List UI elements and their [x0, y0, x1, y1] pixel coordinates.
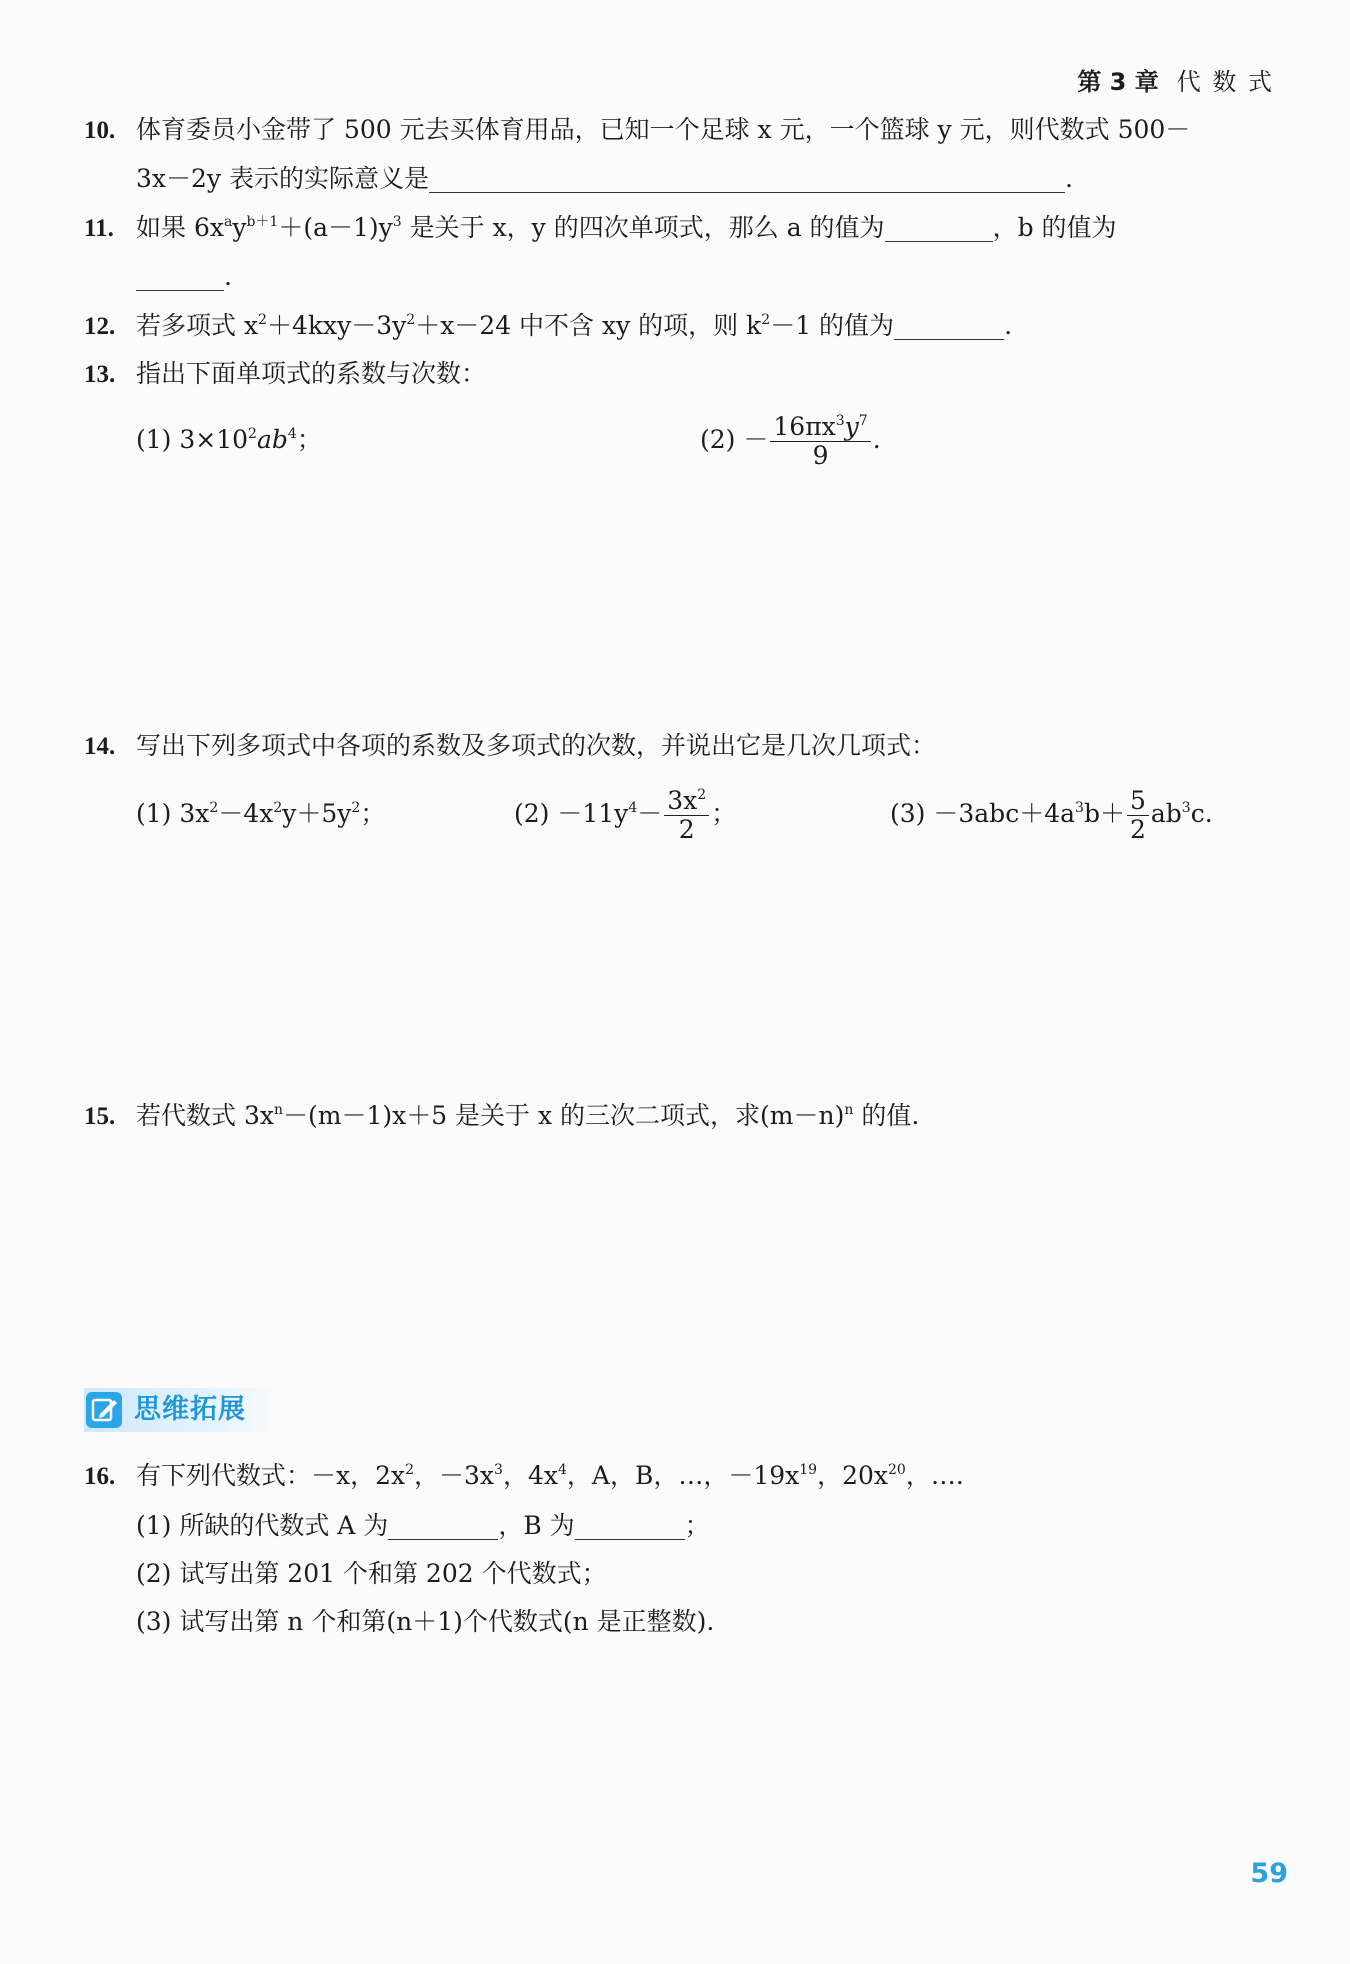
fraction [770, 413, 870, 470]
denominator: 9 [812, 441, 829, 470]
expression: －4x [218, 799, 274, 828]
question-text: 有下列代数式：－x，2x [136, 1461, 406, 1490]
question-14 [84, 722, 1274, 771]
exponent: 2 [273, 800, 283, 816]
question-text: 若多项式 x [136, 311, 259, 340]
exponent: b＋1 [246, 214, 279, 230]
punctuation: ； [296, 425, 322, 454]
punctuation: ； [684, 1511, 710, 1540]
question-13 [84, 350, 1274, 399]
q14-part-2 [514, 778, 736, 850]
part-label: (3) [890, 799, 926, 828]
answer-blank[interactable] [894, 313, 1004, 340]
q14-part-1 [136, 790, 385, 838]
question-text: ＋(a－1)y [278, 213, 393, 242]
expression: 3x [179, 799, 210, 828]
question-text-line2: 3x－2y 表示的实际意义是 [136, 164, 429, 193]
punctuation: ； [360, 799, 386, 828]
q16-part-1 [136, 1502, 714, 1550]
question-text: ，20x [817, 1461, 888, 1490]
exponent: 2 [258, 312, 267, 328]
question-text: ，…. [905, 1461, 964, 1490]
question-text: 是关于 x，y 的四次单项式，那么 a 的值为 [401, 213, 885, 242]
period: . [224, 262, 232, 291]
exponent: 20 [888, 1462, 906, 1478]
part-label: (2) [700, 425, 736, 454]
exponent: 2 [406, 312, 416, 328]
part-label: (2) [514, 799, 550, 828]
question-text: －1 的值为 [770, 311, 895, 340]
question-text: －(m－1)x＋5 是关于 x 的三次二项式，求(m－n) [282, 1101, 845, 1130]
question-text: ，4x [502, 1461, 558, 1490]
answer-blank-b[interactable] [136, 264, 224, 291]
answer-blank-b[interactable] [575, 1513, 685, 1540]
question-number: 15. [84, 1103, 116, 1130]
exponent: 2 [697, 787, 707, 803]
question-text: ，b 的值为 [992, 213, 1117, 242]
period: . [872, 425, 881, 454]
expression: ab [256, 425, 288, 454]
fraction [1127, 787, 1149, 844]
question-text: 指出下面单项式的系数与次数： [136, 359, 487, 388]
exponent: 4 [557, 1462, 567, 1478]
expression: 3×10 [179, 425, 249, 454]
answer-blank-a[interactable] [388, 1513, 498, 1540]
minus-sign: － [743, 425, 769, 454]
question-number: 11. [84, 215, 114, 242]
exponent: 4 [628, 800, 638, 816]
page-number: 59 [1250, 1858, 1288, 1889]
question-10 [84, 106, 1274, 203]
chapter-header [1077, 62, 1274, 97]
question-number: 12. [84, 313, 116, 340]
part-text: ，B 为 [498, 1511, 575, 1540]
question-text: ，A，B，…，－19x [566, 1461, 800, 1490]
exponent: 2 [248, 426, 257, 442]
question-16 [84, 1452, 1274, 1501]
numerator-part: 3x [667, 786, 698, 815]
question-number: 13. [84, 361, 116, 388]
exponent: 2 [209, 800, 219, 816]
exponent: a [223, 214, 233, 230]
answer-blank-a[interactable] [885, 215, 993, 242]
expression: b＋ [1083, 799, 1125, 828]
part-label: (1) [136, 425, 172, 454]
q16-parts [136, 1502, 714, 1646]
pencil-note-icon [86, 1392, 122, 1428]
exponent: 2 [351, 800, 361, 816]
exponent: 3 [1181, 800, 1191, 816]
numerator: 5 [1127, 787, 1149, 816]
exponent: 7 [858, 413, 868, 429]
question-text: ＋x－24 中不含 xy 的项，则 k [415, 311, 762, 340]
question-text: ＋4kxy－3y [266, 311, 407, 340]
expression: －11y [557, 799, 629, 828]
question-text: ，－3x [414, 1461, 495, 1490]
expression: ab [1150, 799, 1182, 828]
numerator [770, 413, 870, 442]
period: . [1004, 311, 1013, 340]
denominator: 2 [1129, 815, 1146, 844]
question-number: 10. [84, 117, 116, 144]
exponent: 2 [761, 312, 771, 328]
denominator: 2 [678, 815, 695, 844]
exponent: 4 [287, 426, 297, 442]
question-11 [84, 204, 1274, 301]
section-title: 思维拓展 [134, 1394, 246, 1425]
q13-part-1 [136, 420, 322, 460]
expression: －3abc＋4a [933, 799, 1076, 828]
question-text: 若代数式 3x [136, 1101, 274, 1130]
exponent: n [844, 1102, 854, 1118]
question-text: 的值. [853, 1101, 920, 1130]
question-text: 如果 6x [136, 213, 224, 242]
section-header-thinking-extension [84, 1388, 280, 1432]
expression: c. [1190, 799, 1213, 828]
question-number: 16. [84, 1463, 116, 1490]
chapter-title: 代 数 式 [1176, 68, 1274, 96]
expression: y＋5y [282, 799, 352, 828]
exponent: n [273, 1102, 283, 1118]
q16-part-2: (2) 试写出第 201 个和第 202 个代数式； [136, 1559, 607, 1588]
period: . [1064, 164, 1073, 193]
question-text: 体育委员小金带了 500 元去买体育用品，已知一个足球 x 元，一个篮球 y 元，则代数式 500－ [136, 115, 1191, 144]
expression: － [637, 799, 663, 828]
exponent: 19 [799, 1462, 818, 1478]
chapter-number: 第 3 章 [1077, 68, 1159, 96]
question-text: y [232, 213, 247, 242]
question-number: 14. [84, 733, 116, 760]
exponent: 3 [392, 214, 402, 230]
exponent: 3 [494, 1462, 503, 1478]
numerator-part: y [844, 412, 859, 441]
fraction [664, 787, 709, 844]
exponent: 3 [1075, 800, 1084, 816]
numerator-part: 16πx [773, 412, 836, 441]
question-15 [84, 1092, 1274, 1141]
question-12 [84, 302, 1274, 351]
punctuation: ； [711, 799, 737, 828]
answer-blank[interactable] [429, 166, 1065, 193]
part-text: (1) 所缺的代数式 A 为 [136, 1511, 389, 1540]
exponent: 2 [405, 1462, 415, 1478]
exponent: 3 [835, 413, 845, 429]
pencil-note-icon-svg [90, 1396, 118, 1424]
q13-part-2 [700, 404, 881, 476]
numerator [664, 787, 709, 816]
part-label: (1) [136, 799, 172, 828]
question-text: 写出下列多项式中各项的系数及多项式的次数，并说出它是几次几项式： [136, 731, 937, 760]
q14-part-3 [890, 778, 1213, 850]
q16-part-3: (3) 试写出第 n 个和第(n＋1)个代数式(n 是正整数). [136, 1607, 715, 1636]
